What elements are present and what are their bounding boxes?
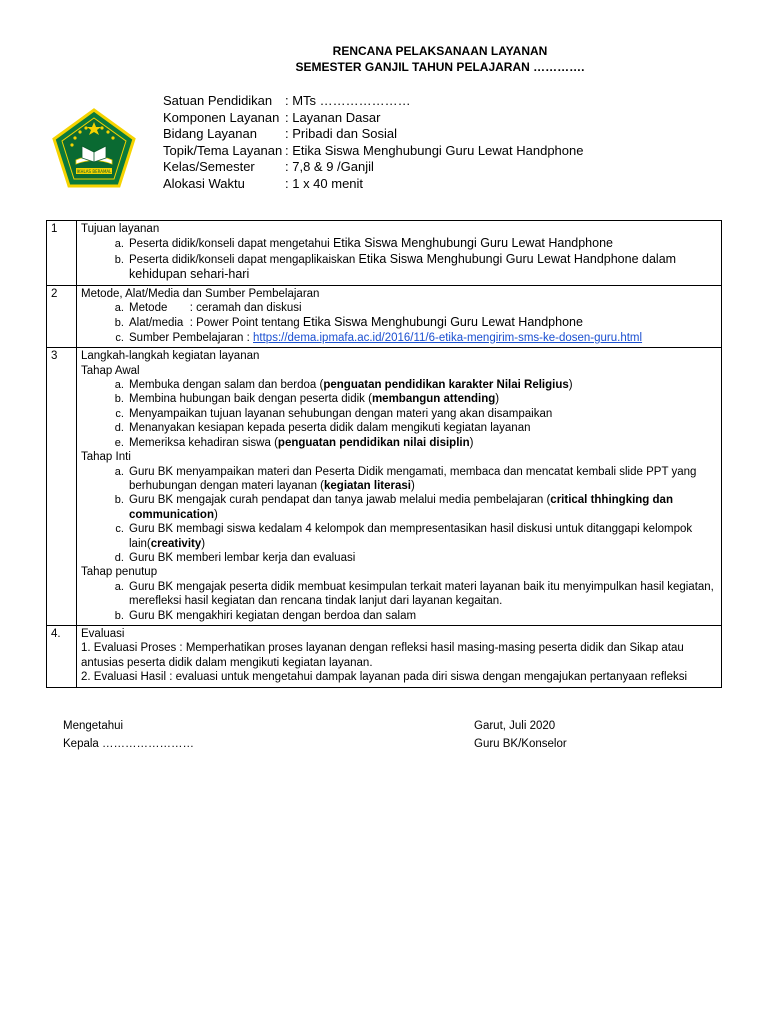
evaluation-result: 2. Evaluasi Hasil : evaluasi untuk mengetahui dampak layanan pada diri siswa dengan mengajukan pertanyaan refleksi — [81, 671, 688, 684]
identity-label: Alokasi Waktu — [163, 175, 245, 191]
identity-label: Satuan Pendidikan — [163, 93, 273, 108]
identity-value: : Pribadi dan Sosial — [285, 126, 398, 141]
list-item: c. Menyampaikan tujuan layanan sehubungan dengan materi yang akan disampaikan — [127, 407, 717, 421]
phase-title-penutup: Tahap penutup — [81, 566, 158, 579]
identity-value: : 1 x 40 menit — [285, 175, 364, 191]
list-item: b. Guru BK mengakhiri kegiatan dengan berdoa dan salam — [127, 609, 717, 623]
table-row-langkah — [47, 348, 722, 626]
section-cell — [77, 221, 722, 286]
table-row-tujuan — [47, 221, 722, 286]
section-title: Tujuan layanan — [81, 223, 160, 235]
identity-value: : MTs ………………… — [285, 93, 411, 108]
evaluation-process: 1. Evaluasi Proses : Memperhatikan proses layanan dengan refleksi hasil masing-masing peserta didik dan Sikap atau antusias peserta didik dalam mengikuti kegiatan layanan. — [81, 642, 684, 669]
document-subtitle: SEMESTER GANJIL TAHUN PELAJARAN …………. — [295, 60, 585, 74]
identity-block — [163, 93, 583, 192]
item-list — [81, 236, 717, 282]
list-item: d. Menanyakan kesiapan kepada peserta didik dalam mengikuti kegiatan layanan — [127, 421, 717, 435]
signature-left — [63, 719, 194, 755]
list-item: c. Sumber Pembelajaran : https://dema.ipmafa.ac.id/2016/11/6-etika-mengirim-sms-ke-dosen-guru.html — [127, 331, 717, 345]
section-cell — [77, 625, 722, 687]
document-title: RENCANA PELAKSANAAN LAYANAN — [332, 44, 548, 58]
list-item: b. Peserta didik/konseli dapat mengaplikaiskan Etika Siswa Menghubungi Guru Lewat Handphone dalam kehidupan sehari-hari — [127, 252, 717, 283]
list-item: a. Guru BK menyampaikan materi dan Peserta Didik mengamati, membaca dan mencatat kembali slide PPT yang berhubungan dengan materi layanan (kegiatan literasi) — [127, 465, 717, 494]
identity-row-satuan — [163, 93, 583, 110]
plan-table — [46, 220, 722, 688]
svg-text:IKHLAS BERAMAL: IKHLAS BERAMAL — [76, 169, 112, 174]
signature-right-line2: Guru BK/Konselor — [474, 738, 567, 750]
section-title: Metode, Alat/Media dan Sumber Pembelajaran — [81, 287, 320, 300]
identity-row-kelas — [163, 159, 583, 176]
item-list — [81, 301, 717, 345]
identity-row-komponen — [163, 110, 583, 127]
source-link[interactable]: https://dema.ipmafa.ac.id/2016/11/6-etika-mengirim-sms-ke-dosen-guru.html — [253, 331, 643, 344]
identity-label: Komponen Layanan — [163, 109, 280, 125]
list-item: c. Guru BK membagi siswa kedalam 4 kelompok dan mempresentasikan hasil diskusi untuk ditanggapi kelompok lain(creativity) — [127, 522, 717, 551]
ministry-logo-icon — [52, 108, 136, 188]
identity-row-topik — [163, 143, 583, 160]
identity-value: : Etika Siswa Menghubungi Guru Lewat Handphone — [285, 142, 584, 158]
signature-left-line1: Mengetahui — [63, 720, 124, 732]
phase-title-awal: Tahap Awal — [81, 364, 140, 377]
identity-value: : 7,8 & 9 /Ganjil — [285, 159, 374, 174]
identity-value: : Layanan Dasar — [285, 109, 381, 125]
identity-row-alokasi — [163, 176, 583, 193]
identity-label: Bidang Layanan — [163, 126, 257, 141]
identity-label: Topik/Tema Layanan — [163, 142, 283, 158]
list-item: a. Membuka dengan salam dan berdoa (penguatan pendidikan karakter Nilai Religius) — [127, 378, 717, 392]
item-list — [81, 465, 717, 566]
section-title: Evaluasi — [81, 627, 125, 640]
signature-right-line1: Garut, Juli 2020 — [474, 720, 556, 732]
list-item: d. Guru BK memberi lembar kerja dan evaluasi — [127, 551, 717, 565]
section-title: Langkah-langkah kegiatan layanan — [81, 350, 260, 363]
identity-row-bidang — [163, 126, 583, 143]
list-item: b. Guru BK mengajak curah pendapat dan tanya jawab melalui media pembelajaran (critical thhingking dan communication) — [127, 493, 717, 522]
list-item: b. Alat/media : Power Point tentang Etika Siswa Menghubungi Guru Lewat Handphone — [127, 315, 717, 330]
signature-left-line2: Kepala …………………… — [63, 738, 195, 750]
section-cell — [77, 285, 722, 348]
list-item: e. Memeriksa kehadiran siswa (penguatan pendidikan nilai disiplin) — [127, 436, 717, 450]
phase-title-inti: Tahap Inti — [81, 451, 131, 464]
list-item: a. Guru BK mengajak peserta didik membuat kesimpulan terkait materi layanan baik itu menyimpulkan hasil kegiatan, merefleksi hasil kegiatan dan rencana tindak lanjut dari layanan kegaitan. — [127, 580, 717, 609]
row-number: 2 — [47, 285, 77, 348]
list-item: a. Metode : ceramah dan diskusi — [127, 301, 717, 315]
item-list — [81, 580, 717, 623]
table-row-metode — [47, 285, 722, 348]
row-number: 4. — [47, 625, 77, 687]
list-item: b. Membina hubungan baik dengan peserta didik (membangun attending) — [127, 392, 717, 406]
row-number: 1 — [47, 221, 77, 286]
list-item: a. Peserta didik/konseli dapat mengetahui Etika Siswa Menghubungi Guru Lewat Handphone — [127, 236, 717, 251]
signature-right — [474, 719, 567, 755]
identity-label: Kelas/Semester — [163, 159, 255, 174]
table-row-evaluasi — [47, 625, 722, 687]
section-cell — [77, 348, 722, 626]
item-list — [81, 378, 717, 450]
row-number: 3 — [47, 348, 77, 626]
